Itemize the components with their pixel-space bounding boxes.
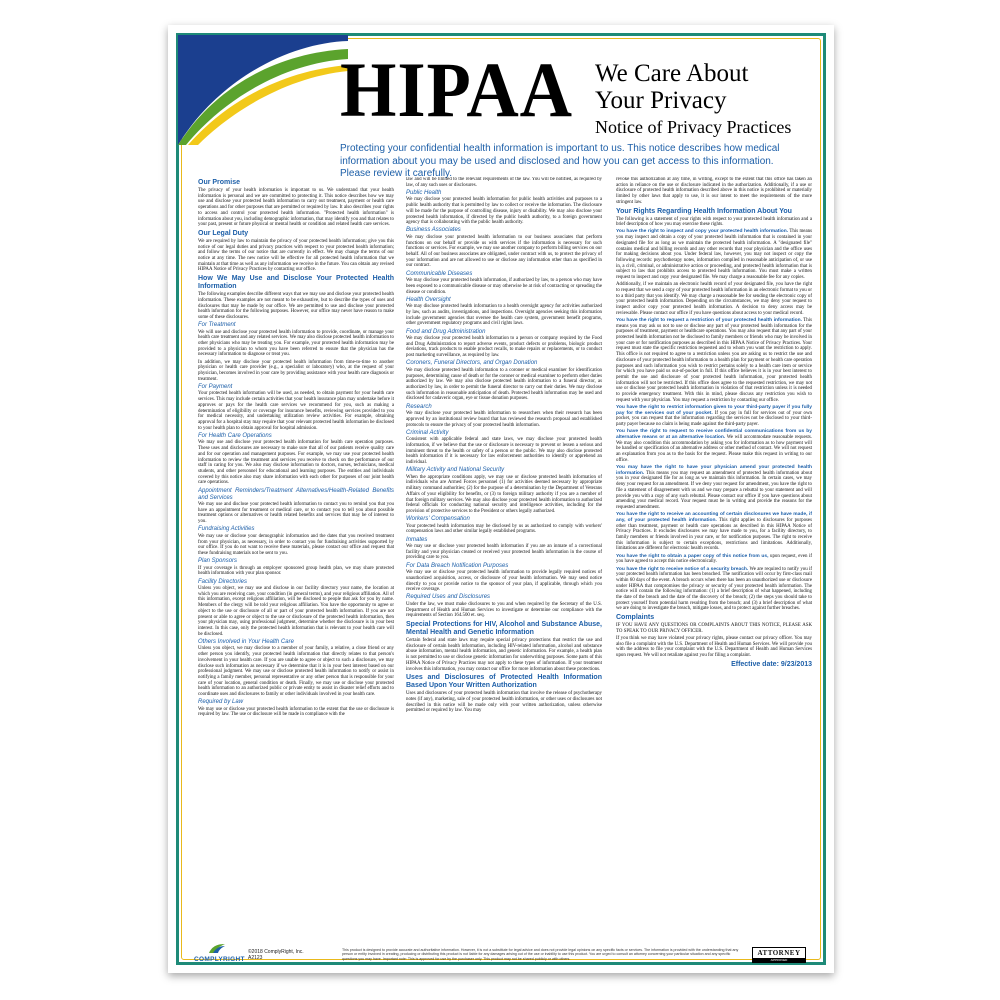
section-heading: Special Protections for HIV, Alcohol and Substance Abuse, Mental Health and Genetic Information <box>406 621 602 637</box>
subsection-heading: Research <box>406 403 432 410</box>
subsection-heading: For Health Care Operations <box>198 432 272 439</box>
title-tagline <box>595 61 791 136</box>
column-3 <box>616 177 812 937</box>
legal-disclaimer: This product is designed to provide accurate and authoritative information. However, it is not a substitute for legal advice and does not provide legal opinions on any specific facts or services. The information is provided with the understanding that any person or entity involved in creating, producing or distributing this product is not liable for any damages arising out of the use or inability to use this product. You are urged to consult an attorney concerning your particular situation and any specific questions you may have. Important note: This is approved for use by the purchaser only. This product may not be shared publicly or with others. <box>342 948 739 961</box>
subsection-heading: Food and Drug Administration <box>406 328 486 335</box>
paragraph: revoke this authorization at any time, in writing, except to the extent that this office has taken an action in reliance on the use or disclosure indicated in the authorization. Additionally, if a use or disclosure of protected health information described above in this notice is prohibited or materially limited by other laws that apply to use, it is our intent to meet the requirements of the more stringent law. <box>616 177 812 205</box>
subsection-heading: Inmates <box>406 536 428 543</box>
subsection-heading: Facility Directories <box>198 578 248 585</box>
notice-body <box>198 177 812 937</box>
paragraph: We may disclose your protected health information, if authorized by law, to a person who may have been exposed to a communicable disease or may otherwise be at risk of contracting or spreading the disease or condition. <box>406 278 602 295</box>
right-item <box>616 318 812 404</box>
right-text: If you pay in full for services out of your own pocket, you can request that the information regarding the services not be disclosed to your third-party payer because no claim is being made against the third-party payer. <box>616 410 812 428</box>
poster-footer <box>194 943 808 967</box>
paragraph: Additionally, if we maintain an electronic health record of your designated file, you have the right to request that we send a copy of your protected health information in an electronic format to you or to a third party that you identify. We may charge a reasonable fee for sending the electronic copy of your protected health information. Depending on the circumstances, we may deny your request to inspect and/or copy your protected health information. A decision to deny access may be reviewable. Please contact our office if you have questions about access to your medical record. <box>616 282 812 316</box>
paragraph: We may disclose your protected health information to our business associates that perform functions on our behalf or provide us with services if the information is necessary for such functions or services. For example, we may use another company to perform billing services on our behalf. All of our business associates are obligated, under contract with us, to protect the privacy of your information and are not allowed to use or disclose any information other than as specified in our contract. <box>406 234 602 269</box>
subsection-heading: Criminal Activity <box>406 429 449 436</box>
swoosh-graphic <box>178 35 348 145</box>
paragraph: The following is a statement of your rights with respect to your protected health information and a brief description of how you may exercise these rights. <box>616 216 812 228</box>
paragraph: We may disclose your protected health information to a person or company required by the Food and Drug Administration to report adverse events, product defects or problems, biologic product deviations, track products to enable product recalls, to make repairs or replacements, or to conduct post marketing surveillance, as required by law. <box>406 336 602 359</box>
right-text: upon request, even if you have agreed to accept this notice electronically. <box>616 553 812 565</box>
subsection-heading: Fundraising Activities <box>198 526 255 533</box>
section-heading: Our Promise <box>198 179 241 186</box>
paragraph: We may use or disclose your demographic information and the dates that you received treatment from your physician, as necessary, in order to contact you for fundraising activities supported by our office. If you do not want to receive these materials, please contact our office and request that these fundraising materials not be sent to you. <box>198 533 394 556</box>
paragraph: We may disclose your protected health information to researchers when their research has been approved by an institutional review board that has reviewed the research proposal and established protocols to ensure the privacy of your protected health information. <box>406 411 602 428</box>
paragraph: The following examples describe different ways that we may use and disclose your protected health information. These examples are not meant to be exhaustive, but to describe the types of uses and disclosures that may be made by our office. We are permitted to use and disclose your protected health information for the following purposes. However, our office may never have reason to make some of these disclosures. <box>198 292 394 320</box>
paragraph: Unless you object, we may disclose to a member of your family, a relative, a close friend or any other person you identify, your protected health information that directly relates to that person's involvement in your health care. If you are unable to agree or object to such a disclosure, we may disclose such information as necessary if we determine that it is in your best interest based on our professional judgment. We may use or disclose protected health information to notify or assist in notifying a family member, personal representative or any other person that is responsible for your care of your location, general condition or death. Finally, we may use or disclose your protected health information to an authorized public or private entity to assist in disaster relief efforts and to coordinate uses and disclosures to family or other individuals involved in your health care. <box>198 646 394 698</box>
paragraph: We may use or disclose your protected health information if you are an inmate of a correctional facility and your physician created or received your protected health information in the course of providing care to you. <box>406 544 602 561</box>
paragraph: law and will be limited to the relevant requirements of the law. You will be notified, as required by law, of any such uses or disclosures. <box>406 177 602 188</box>
subsection-heading: Others Involved in Your Health Care <box>198 638 294 645</box>
subsection-heading: Military Activity and National Security <box>406 467 505 474</box>
paragraph: Uses and disclosures of your protected health information that involve the release of psychotherapy notes (if any), marketing, sale of your protected health information, or other uses or disclosures not described in this notice will be made only with your written authorization, unless otherwise permitted or required by law. You may <box>406 691 602 714</box>
right-item <box>616 429 812 463</box>
paragraph: We may disclose your protected health information for public health activities and purposes to a public health authority that is permitted by law to collect or receive the information. The disclosure will be made for the purpose of controlling disease, injury or disability. We may also disclose your protected health information, if directed by the public health authority, to a foreign government agency that is collaborating with the public health authority. <box>406 197 602 226</box>
tagline-line-3: Notice of Privacy Practices <box>595 117 792 137</box>
right-item <box>616 229 812 280</box>
paragraph: Unless you object, we may use and disclose in our facility directory your name, the location at which you are receiving care, your condition (in general terms), and your religious affiliation. All of this information, except religious affiliation, will be disclosed to people that ask for you by name. Members of the clergy will be told your religious affiliation. You have the opportunity to agree or object to the use or disclosure of all or part of your protected health information. If you are not present or able to agree or object to the use or disclosure of the protected health information, then your physician may, using professional judgment, determine whether the disclosure is in your best interest. In this case, only the protected health information that is relevant to your health care will be disclosed. <box>198 586 394 637</box>
right-item <box>616 554 812 565</box>
attorney-approved-badge <box>752 947 806 963</box>
subsection-heading: Business Associates <box>406 227 461 234</box>
tagline-line-1: We Care About <box>595 60 749 87</box>
section-heading: Your Rights Regarding Health Information About You <box>616 207 792 215</box>
subsection-heading: Health Oversight <box>406 296 451 303</box>
paragraph: IF YOU HAVE ANY QUESTIONS OR COMPLAINTS ABOUT THIS NOTICE, PLEASE ASK TO SPEAK TO OUR PRIVACY OFFICER. <box>616 623 812 634</box>
section-heading: Our Legal Duty <box>198 229 249 237</box>
logo-text: COMPLYRIGHT <box>194 956 245 963</box>
right-text: This means you may request an amendment of protected health information about you in your designated file for as long as we maintain this information. In certain cases, we may deny your request for an amendment. If we deny your request for amendment, you have the right to file a statement of disagreement with us and we may prepare a rebuttal to your statement and will provide you with a copy of any such rebuttal. Please contact our office if you have questions about amending your medical record. Your request must be in writing and provide the reasons for the requested amendment. <box>616 470 812 510</box>
right-title: You have the right to request to receive confidential communications from us by alternative means or at an alternative location. <box>616 429 812 441</box>
paragraph: The privacy of your health information is important to us. We understand that your health information is personal and we are committed to protecting it. This notice describes how we may use and disclose your protected health information to carry out treatment, payment or health care operations and for other purposes that are permitted or required by law. It also describes your rights to access and control your protected health information. "Protected health information" is information about you, including demographic information, that may identify you and that relates to your past, present or future physical or mental health or condition and related health care services. <box>198 188 394 228</box>
right-title: You have the right to inspect and copy your protected health information. <box>616 229 789 235</box>
approved-label: APPROVED <box>753 958 805 962</box>
effective-date: Effective date: 9/23/2013 <box>731 660 812 668</box>
paragraph: If you think we may have violated your privacy rights, please contact our privacy officer. You may also file a complaint with the U.S. Department of Health and Human Services. We will provide you with the address to file your complaint with the U.S. Department of Health and Human Services upon request. We will not retaliate against you for filing a complaint. <box>616 636 812 659</box>
subsection-heading: Coroners, Funeral Directors, and Organ Donation <box>406 360 538 367</box>
product-code: A2123 <box>248 955 263 961</box>
right-text: We are required to notify you if your protected health information has been breached. The notification will occur by first-class mail within 60 days of the event. A breach occurs when there has been an unauthorized use or disclosure under HIPAA that compromises the privacy or security of your protected health information. The notice will contain the following information: (1) a brief description of what happened, including the date of the breach and the date of the discovery of the breach; (2) the steps you should take to protect yourself from potential harm resulting from the breach; and (3) a brief description of what we are doing to investigate the breach, mitigate losses, and to protect against further breaches. <box>616 566 812 612</box>
copyright: ©2018 ComplyRight, Inc. <box>248 949 304 955</box>
subsection-heading: Required by Law <box>198 699 244 706</box>
column-2 <box>406 177 602 937</box>
paragraph: When the appropriate conditions apply, we may use or disclose protected health information of individuals who are Armed Forces personnel (1) for activities deemed necessary by appropriate military command authorities; (2) for the purpose of a determination by the Department of Veterans Affairs of your eligibility for benefits, or (3) to foreign military authority if you are a member of that foreign military services. We may also disclose your protected health information to authorized federal officials for conducting national security and intelligence activities, including for the provision of protective services to the President or others legally authorized. <box>406 474 602 514</box>
copyright-block <box>248 949 304 961</box>
paragraph: We will use and disclose your protected health information to provide, coordinate, or manage your health care treatment and any related services. We may also disclose protected health information to other physicians who may be treating you. For example, your protected health information may be provided to a physician to whom you have been referred to ensure that the physician has the necessary information to diagnose or treat you. <box>198 329 394 358</box>
paragraph: Certain federal and state laws may require special privacy protections that restrict the use and disclosure of certain health information, including HIV-related information, alcohol and substance abuse information, mental health information, and genetic information. For example, a health plan is not permitted to use or disclose genetic information for underwriting purposes. Some parts of this HIPAA Notice of Privacy Practices may not apply to these types of information. If your treatment involves this information, you may contact our office for more information about these protections. <box>406 638 602 672</box>
right-title: You have the right to receive notice of a security breach. <box>616 566 749 572</box>
right-title: You have the right to receive an accounting of certain disclosures we have made, if any, of your protected health information. <box>616 512 812 523</box>
paragraph: We may use and disclose your protected health information to contact you to remind you that you have an appointment for treatment or medical care, or to contact you to tell you about possible treatment options or alternatives or health related benefits and services that may be of interest to you. <box>198 502 394 525</box>
subsection-heading: For Payment <box>198 383 233 390</box>
right-title: You have the right to obtain a paper copy of this notice from us, <box>616 553 769 559</box>
complyright-logo <box>194 943 245 965</box>
subsection-heading: Plan Sponsors <box>198 558 238 565</box>
right-item <box>616 465 812 511</box>
subsection-heading: Workers' Compensation <box>406 516 470 523</box>
paragraph: We may use or disclose your protected health information to provide legally required notices of unauthorized acquisition, access, or disclosure of your health information. We may send notice directly to you or provide notice to the sponsor of your plan, if applicable, through which you receive coverage. <box>406 570 602 593</box>
section-heading: Complaints <box>616 614 655 622</box>
section-heading: Uses and Disclosures of Protected Health Information Based Upon Your Written Authorization <box>406 674 602 690</box>
attorney-label: ATTORNEY <box>757 949 801 957</box>
paragraph: We may use or disclose your protected health information to the extent that the use or disclosure is required by law. The use or disclosure will be made in compliance with the <box>198 706 394 718</box>
intro-text: Protecting your confidential health information is important to us. This notice describes how medical information about you may be used and disclosed and how you can get access to this information. Please review it carefully. <box>340 143 780 179</box>
page-title: HIPAA <box>340 46 574 133</box>
right-title: You have the right to request a restriction of your protected health information. <box>616 317 802 323</box>
logo-mark-icon <box>208 943 226 954</box>
paragraph: We may disclose protected health information to a health oversight agency for activities authorized by law, such as audits, investigations, and inspections. Oversight agencies seeking this information include government agencies that oversee the health care system, government benefit programs, other government regulatory programs and civil rights laws. <box>406 304 602 327</box>
paragraph: In addition, we may disclose your protected health information from time-to-time to another physician or health care provider (e.g., a specialist or laboratory) who, at the request of your physician, becomes involved in your care by providing assistance with your health care diagnosis or treatment. <box>198 359 394 382</box>
subsection-heading: For Treatment <box>198 322 236 329</box>
subsection-heading: For Data Breach Notification Purposes <box>406 562 509 569</box>
paragraph: Under the law, we must make disclosures to you and when required by the Secretary of the U.S. Department of Health and Human Services to investigate or determine our compliance with the requirements of Section 164.500 et. seq. <box>406 601 602 619</box>
right-title: You may have the right to have your physician amend your protected health information. <box>616 465 812 476</box>
right-item <box>616 405 812 428</box>
right-text: We will accommodate reasonable requests. We may also condition this accommodation by asking you for information as to how payment will be handled or specification of an alternative address or other method of contact. We will not request an explanation from you as to the basis for the request. Please make this request in writing to our office. <box>616 435 812 463</box>
tagline-line-2: Your Privacy <box>595 87 727 114</box>
paragraph: Your protected health information will be used, as needed, to obtain payment for your health care services. This may include certain activities that your health insurance plan may undertake before it approves or pays for the health care services we recommend for you, such as making a determination of eligibility or coverage for insurance benefits, reviewing services provided to you for medical necessity, and undertaking utilization review activities. For example, obtaining approval for a hospital stay may require that your relevant protected health information be disclosed to your health plan to obtain approval for hospital admission. <box>198 391 394 431</box>
subsection-heading: Communicable Diseases <box>406 270 473 277</box>
right-text: This means you may ask us not to use or disclose any part of your protected health information for the purposes of treatment, payment or healthcare operations. You may also request that any part of your protected health information not be disclosed to family members or friends who may be involved in your care or for notification purposes as described in this HIPAA Notice of Privacy Practices. Your request must state the specific restriction requested and to whom you want the restriction to apply. This office is not required to agree to a restriction unless you are asking us to restrict the use and disclosure of your protected health information to a health plan for payment or health care operation purposes and such information you wish to restrict pertains solely to a health care item or service for which you have paid us out-of-pocket in full. If this office believes it is in your best interest to permit the use and disclosure of your protected health information, your protected health information will not be restricted. If this office does agree to the requested restriction, we may not use or disclose your protected health information in violation of that restriction unless it is needed to provide emergency treatment. With this in mind, please discuss any restriction you wish to request with your physician. You may request a restriction by contacting our office. <box>616 317 812 403</box>
paragraph: If your coverage is through an employer sponsored group health plan, we may share protected health information with your plan sponsor. <box>198 565 394 577</box>
right-text: This right applies to disclosures for purposes other than treatment, payment or health care operations as described in this HIPAA Notice of Privacy Practices. It excludes disclosures we may have made to you, for a facility directory, to family members or friends involved in your care, or for notification purposes. The right to receive this information is subject to certain exceptions, restrictions and limitations. Additionally, limitations are different for electronic health records. <box>616 517 812 552</box>
subsection-heading: Appointment Reminders/Treatment Alternatives/Health-Related Benefits and Services <box>198 487 394 501</box>
paragraph: Consistent with applicable federal and state laws, we may disclose your protected health information, if we believe that the use or disclosure is necessary to prevent or lessen a serious and imminent threat to the health or safety of a person or the public. We may also disclose protected health information if it is necessary for law enforcement authorities to identify or apprehend an individual. <box>406 437 602 466</box>
column-1 <box>198 177 394 937</box>
section-heading: How We May Use and Disclose Your Protected Health Information <box>198 275 394 291</box>
right-title: You have the right to restrict information given to your third-party payer if you fully pay for the services out of your pocket. <box>616 405 812 416</box>
right-item <box>616 567 812 613</box>
paragraph: We may disclose protected health information to a coroner or medical examiner for identification purposes, determining cause of death or for the coroner or medical examiner to perform other duties authorized by law. We may also disclose protected health information to a funeral director, as authorized by law, in order to permit the funeral director to carry out their duties. We may disclose such information in reasonable anticipation of death. Protected health information may be used and disclosed for cadaveric organ, eye or tissue donation purposes. <box>406 367 602 402</box>
paragraph: We may use and disclose your protected health information for health care operation purposes. These uses and disclosures are necessary to make sure that all of our patients receive quality care and for our operation and management purposes. For example, we may use your protected health information to review the treatment and services you receive to check on the performance of our staff in caring for you. We also may disclose information to doctors, nurses, technicians, medical students, and other personnel for educational and learning purposes. The entities and individuals covered by this notice also may share information with each other for purposes of our joint health care operations. <box>198 440 394 486</box>
subsection-heading: Required Uses and Disclosures <box>406 594 491 601</box>
subsection-heading: Public Health <box>406 189 442 196</box>
hipaa-poster <box>168 25 834 973</box>
right-item <box>616 512 812 552</box>
right-text: This means you may inspect and obtain a copy of your protected health information that is contained in your designated file for as long as we maintain the protected health information. A "designated file" contains medical and billing records and any other records that your physician and the office uses for making decisions about you. Under federal law, however, you may not inspect or copy the following records: psychotherapy notes, information compiled in reasonable anticipation of, or use in, a civil, criminal, or administrative action or proceeding, and protected health information that is subject to law that prohibits access to protected health information. You must make a written request to inspect and copy your designated file. We may charge a reasonable fee for any copies. <box>616 229 812 281</box>
paragraph: We are required by law to maintain the privacy of your protected health information; give you this notice of our legal duties and privacy practices with respect to your protected health information; and follow the terms of our notice that are currently in effect. We may change the terms of our notice at any time. The new notice will be effective for all protected health information that we maintain at that time as well as any information we receive in the future. You can obtain any revised HIPAA Notice of Privacy Practices by contacting our office. <box>198 238 394 273</box>
paragraph: Your protected health information may be disclosed by us as authorized to comply with workers' compensation laws and other similar legally established programs. <box>406 523 602 535</box>
